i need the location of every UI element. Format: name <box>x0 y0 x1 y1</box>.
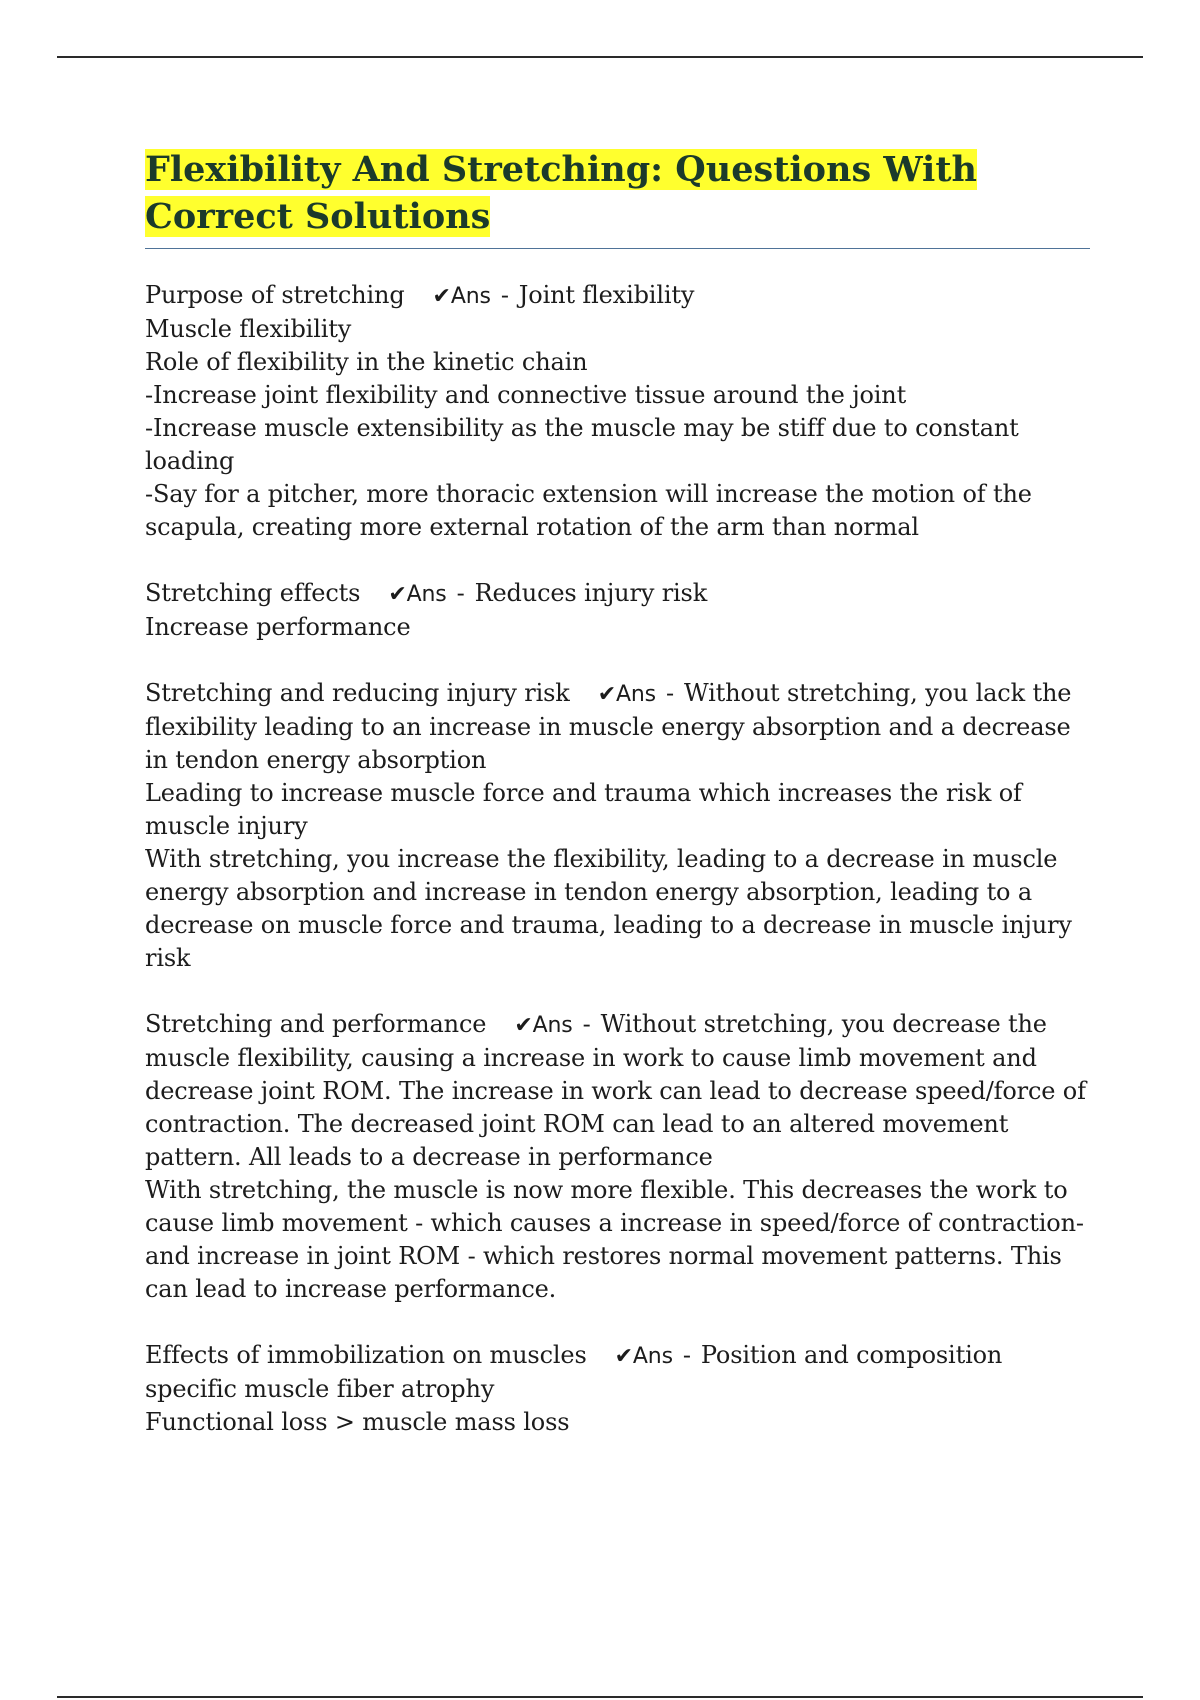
qa-item <box>145 279 1090 544</box>
answer-separator: - <box>682 1341 691 1369</box>
answer-line: -Increase joint flexibility and connective tissue around the joint <box>145 381 907 409</box>
answer-line: -Increase muscle extensibility as the muscle may be stiff due to constant loading <box>145 414 1019 475</box>
question-text: Stretching and performance <box>145 1010 487 1038</box>
answer-marker: ✔Ans <box>432 284 491 309</box>
answer-text: Without stretching, you decrease the muscle flexibility, causing a increase in work to cause limb movement and decrease joint ROM. The increase in work can lead to decrease speed/force of contraction. The decreased joint ROM can lead to an altered movement pattern. All leads to a decrease in performance <box>145 1010 1086 1171</box>
answer-marker: ✔Ans <box>388 582 447 607</box>
answer-line: With stretching, the muscle is now more flexible. This decreases the work to cause limb movement - which causes a increase in speed/force of contraction- and increase in joint ROM - which restores normal movement patterns. This can lead to increase performance. <box>145 1176 1084 1303</box>
answer-separator: - <box>582 1010 591 1038</box>
qa-first-line <box>145 677 1090 777</box>
title-line-2: Correct Solutions <box>145 196 491 237</box>
title-block <box>145 146 1090 249</box>
question-text: Stretching and reducing injury risk <box>145 679 570 707</box>
qa-first-line <box>145 577 1090 611</box>
qa-item <box>145 577 1090 644</box>
qa-item <box>145 677 1090 975</box>
answer-text: Position and composition <box>700 1341 1003 1369</box>
qa-first-line <box>145 279 1090 313</box>
answer-marker: ✔Ans <box>514 1013 573 1038</box>
answer-text: Without stretching, you lack the flexibility leading to an increase in muscle energy absorption and a decrease in tendon energy absorption <box>145 679 1072 774</box>
page-title <box>145 146 1090 240</box>
answer-line: Increase performance <box>145 613 411 641</box>
qa-first-line <box>145 1339 1090 1373</box>
answer-text: Joint flexibility <box>518 281 695 309</box>
qa-item <box>145 1339 1090 1439</box>
answer-line: With stretching, you increase the flexibility, leading to a decrease in muscle energy absorption and increase in tendon energy absorption, leading to a decrease on muscle force and trauma, leading to a decrease in muscle injury risk <box>145 845 1072 972</box>
answer-line: Leading to increase muscle force and trauma which increases the risk of muscle injury <box>145 779 1022 840</box>
answer-line: -Say for a pitcher, more thoracic extension will increase the motion of the scapula, creating more external rotation of the arm than normal <box>145 480 1032 541</box>
title-line-1: Flexibility And Stretching: Questions With <box>145 149 977 190</box>
answer-line: specific muscle fiber atrophy <box>145 1375 495 1403</box>
answer-marker: ✔Ans <box>597 682 656 707</box>
answer-separator: - <box>500 281 509 309</box>
qa-first-line <box>145 1008 1090 1174</box>
question-text: Purpose of stretching <box>145 281 405 309</box>
document-body <box>145 146 1090 1472</box>
footer-rule <box>57 1696 1143 1698</box>
answer-marker: ✔Ans <box>614 1344 673 1369</box>
qa-list <box>145 279 1090 1439</box>
question-text: Effects of immobilization on muscles <box>145 1341 587 1369</box>
answer-line: Role of flexibility in the kinetic chain <box>145 348 588 376</box>
answer-line: Muscle flexibility <box>145 315 352 343</box>
answer-line: Functional loss > muscle mass loss <box>145 1408 570 1436</box>
answer-separator: - <box>666 679 674 707</box>
answer-separator: - <box>456 579 465 607</box>
question-text: Stretching effects <box>145 579 361 607</box>
qa-item <box>145 1008 1090 1306</box>
header-rule <box>57 56 1143 58</box>
answer-text: Reduces injury risk <box>474 579 708 607</box>
